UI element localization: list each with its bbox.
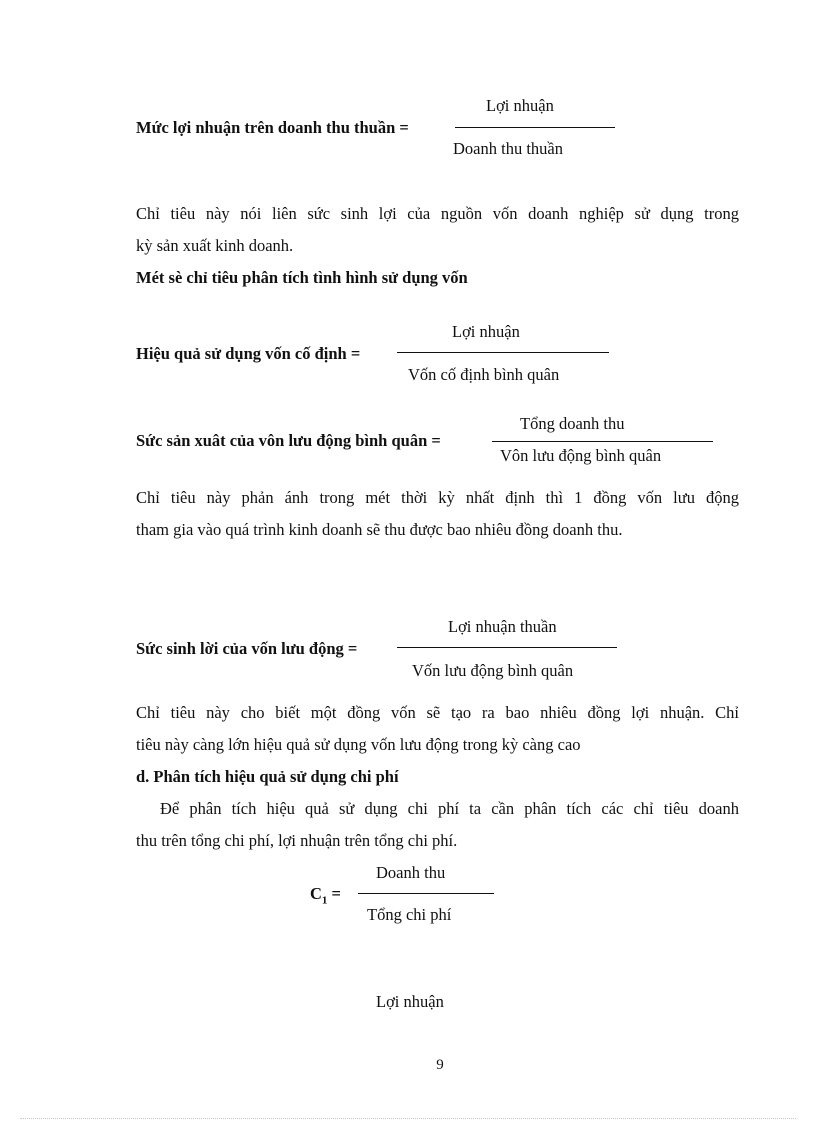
formula-profit-margin-label: Mức lợi nhuận trên doanh thu thuần = <box>136 118 409 137</box>
paragraph-line: Chỉ tiêu này nói liên sức sinh lợi của nguồn vốn doanh nghiệp sử dụng trong <box>136 204 739 223</box>
page-number: 9 <box>436 1057 444 1073</box>
fraction-bar <box>397 647 617 648</box>
fraction-bar <box>358 893 494 894</box>
fraction-bar <box>455 127 615 128</box>
formula-fixed-capital-label: Hiệu quả sử dụng vốn cố định = <box>136 344 361 363</box>
paragraph-line: thu trên tổng chi phí, lợi nhuận trên tổng chi phí. <box>136 831 458 850</box>
section-heading: Mét sè chỉ tiêu phân tích tình hình sử dụng vốn <box>136 268 468 287</box>
formula-working-capital-profit-label: Sức sinh lời của vốn lưu động = <box>136 639 358 658</box>
page-bottom-divider <box>20 1118 796 1119</box>
formula-working-capital-profit-numerator: Lợi nhuận thuần <box>448 617 557 636</box>
fraction-bar <box>397 352 609 353</box>
formula-c2-numerator: Lợi nhuận <box>376 992 444 1011</box>
formula-profit-margin-denominator: Doanh thu thuần <box>453 139 563 158</box>
formula-working-capital-denominator: Vôn lưu động bình quân <box>500 446 662 465</box>
paragraph-line: tham gia vào quá trình kinh doanh sẽ thu được bao nhiêu đồng doanh thu. <box>136 520 623 539</box>
formula-working-capital-numerator: Tổng doanh thu <box>520 414 625 433</box>
formula-c1-numerator: Doanh thu <box>376 863 446 882</box>
formula-fixed-capital-denominator: Vốn cố định bình quân <box>408 365 560 384</box>
paragraph-line: Chỉ tiêu này phản ánh trong mét thời kỳ nhất định thì 1 đồng vốn lưu động <box>136 488 739 507</box>
formula-working-capital-profit-denominator: Vốn lưu động bình quân <box>412 661 574 680</box>
formula-c1-label: $C_1$ = <box>310 884 341 907</box>
paragraph-line: tiêu này càng lớn hiệu quả sử dụng vốn lưu động trong kỳ càng cao <box>136 735 581 754</box>
formula-working-capital-label: Sức sản xuât của vôn lưu động bình quân = <box>136 431 441 450</box>
formula-c1-denominator: Tổng chi phí <box>367 905 452 924</box>
formula-profit-margin-numerator: Lợi nhuận <box>486 96 554 115</box>
paragraph-line: kỳ sản xuất kinh doanh. <box>136 236 294 255</box>
paragraph-line: Chỉ tiêu này cho biết một đồng vốn sẽ tạo ra bao nhiêu đồng lợi nhuận. Chỉ <box>136 703 739 722</box>
section-heading: d. Phân tích hiệu quả sử dụng chi phí <box>136 767 399 786</box>
formula-fixed-capital-numerator: Lợi nhuận <box>452 322 520 341</box>
paragraph-line: Để phân tích hiệu quả sử dụng chi phí ta cần phân tích các chỉ tiêu doanh <box>160 799 739 818</box>
fraction-bar <box>492 441 713 442</box>
